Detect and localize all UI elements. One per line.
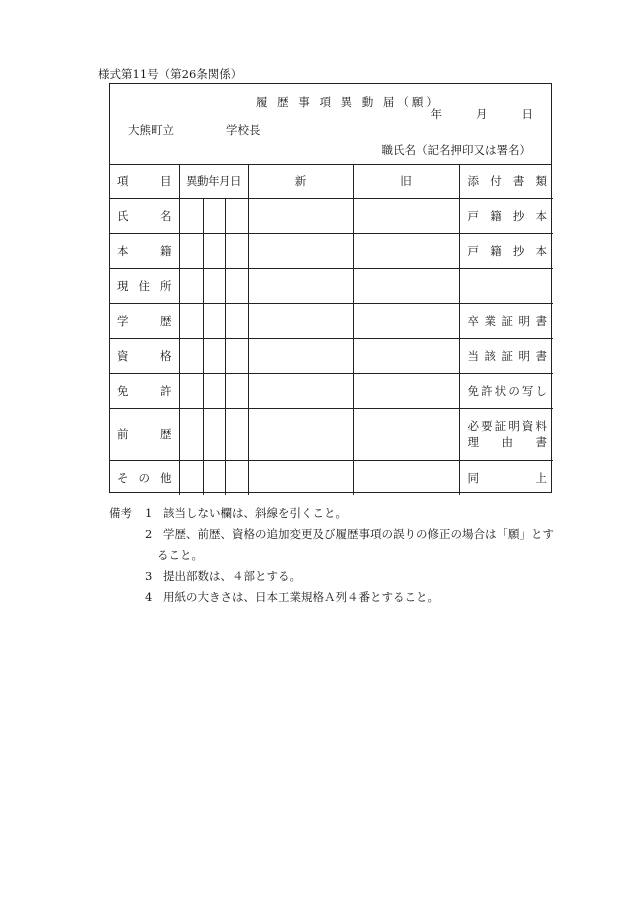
header-item-text	[117, 173, 172, 189]
header-date: 異動年月日	[179, 164, 248, 198]
doc-char: 書	[535, 313, 548, 328]
remark-item	[145, 503, 347, 524]
doc-char: 免	[467, 383, 480, 398]
old-value-cell[interactable]	[353, 233, 459, 268]
row-docs-cell	[459, 338, 553, 373]
row-docs-cell	[459, 373, 553, 408]
header-old: 旧	[353, 164, 459, 198]
row-item-char: の	[138, 470, 150, 485]
doc-char: 当	[467, 348, 480, 363]
addressee	[128, 122, 261, 138]
row-item-char: 本	[117, 243, 129, 258]
date-year-cell[interactable]	[179, 268, 203, 303]
doc-line	[468, 208, 548, 224]
row-item-char: 免	[117, 383, 129, 398]
header-docs-char: 添	[467, 173, 480, 188]
row-item-text	[117, 348, 172, 364]
row-item-char: 現	[117, 278, 129, 293]
row-item-label	[110, 303, 179, 338]
row-item-label	[110, 338, 179, 373]
row-item-text	[117, 470, 172, 486]
remark-number: 2	[145, 527, 153, 541]
row-docs-cell	[459, 198, 553, 233]
form-header	[110, 84, 551, 165]
doc-char: 明	[518, 313, 531, 328]
doc-char: 証	[501, 348, 514, 363]
doc-char: 卒	[467, 313, 480, 328]
new-value-cell[interactable]	[248, 338, 353, 373]
remarks-heading: 備考	[109, 506, 132, 520]
row-item-text	[117, 426, 172, 442]
row-item-label	[110, 373, 179, 408]
row-item-char: 格	[160, 348, 172, 363]
remark-text: 用紙の大きさは、日本工業規格Ａ列４番とすること。	[163, 590, 439, 604]
remark-item	[145, 587, 439, 608]
school-principal-label: 学校長	[226, 123, 261, 137]
header-docs-char: 付	[490, 173, 502, 188]
doc-line	[468, 243, 548, 259]
row-item-label	[110, 233, 179, 268]
date-day-cell[interactable]	[225, 373, 248, 408]
date-year-cell[interactable]	[179, 460, 203, 495]
form-title: 履 歴 事 項 異 動 届（願）	[256, 95, 441, 109]
header-docs-char: 類	[535, 173, 547, 188]
doc-char: 資	[521, 419, 534, 433]
row-item-label	[110, 408, 179, 460]
header-docs	[459, 164, 553, 198]
remark-item	[145, 524, 554, 545]
date-year-cell[interactable]	[179, 338, 203, 373]
new-value-cell[interactable]	[248, 460, 353, 495]
header-item-char: 目	[160, 173, 172, 188]
row-item-char: 学	[117, 313, 129, 328]
doc-char: し	[535, 383, 547, 398]
row-item-text	[117, 313, 172, 329]
doc-char: 抄	[512, 243, 525, 258]
doc-char: 籍	[490, 208, 502, 223]
doc-char: 証	[501, 313, 514, 328]
date-month-cell[interactable]	[203, 198, 225, 233]
date-month-cell[interactable]	[203, 408, 225, 460]
row-item-char: そ	[117, 470, 129, 485]
doc-char: 書	[535, 348, 548, 363]
table-row	[110, 268, 553, 303]
doc-char: 戸	[467, 208, 480, 223]
row-item-char: 歴	[160, 427, 172, 441]
date-day-cell[interactable]	[225, 460, 248, 495]
date-year-cell[interactable]	[179, 233, 203, 268]
row-item-char: 許	[160, 383, 172, 398]
remark-number: 1	[145, 506, 153, 520]
doc-char: 要	[481, 419, 493, 433]
table-header-row	[110, 164, 553, 198]
date-day-cell[interactable]	[225, 408, 248, 460]
remark-text: 該当しない欄は、斜線を引くこと。	[163, 506, 347, 520]
date-month-label: 月	[476, 107, 488, 121]
row-docs-cell	[459, 408, 553, 460]
header-item-char: 項	[117, 173, 129, 188]
new-value-cell[interactable]	[248, 268, 353, 303]
doc-char: 該	[484, 348, 497, 363]
old-value-cell[interactable]	[353, 198, 459, 233]
row-docs-cell	[459, 303, 553, 338]
row-item-char: 所	[160, 278, 172, 293]
doc-line	[468, 470, 548, 486]
form-frame	[109, 83, 552, 493]
new-value-cell[interactable]	[248, 198, 353, 233]
table-row	[110, 338, 553, 373]
town-name: 大熊町立	[128, 123, 174, 137]
doc-char: 必	[467, 419, 480, 433]
row-item-label	[110, 268, 179, 303]
row-item-char: 名	[160, 208, 172, 223]
date-day-label: 日	[521, 107, 533, 121]
doc-char: 抄	[512, 208, 525, 223]
remark-number: 3	[145, 569, 153, 583]
row-item-char: 歴	[160, 313, 172, 328]
remark-text-continued: ること。	[157, 548, 203, 562]
remark-text: 提出部数は、４部とする。	[163, 569, 301, 583]
date-month-cell[interactable]	[203, 373, 225, 408]
new-value-cell[interactable]	[248, 233, 353, 268]
doc-line	[468, 383, 548, 399]
row-item-text	[117, 383, 172, 399]
date-day-cell[interactable]	[225, 268, 248, 303]
new-value-cell[interactable]	[248, 408, 353, 460]
row-item-char: 籍	[160, 243, 172, 258]
row-item-char: 住	[138, 278, 150, 293]
row-item-text	[117, 278, 172, 294]
doc-line	[468, 313, 548, 329]
doc-char: 本	[535, 243, 547, 258]
remark-item	[145, 566, 301, 587]
old-value-cell[interactable]	[353, 373, 459, 408]
row-item-text	[117, 208, 172, 224]
doc-char: 本	[535, 208, 547, 223]
date-day-cell[interactable]	[225, 303, 248, 338]
date-day-cell[interactable]	[225, 338, 248, 373]
row-item-char: 資	[117, 348, 129, 363]
row-item-char: 他	[160, 470, 172, 485]
new-value-cell[interactable]	[248, 303, 353, 338]
doc-char: 写	[521, 383, 534, 398]
doc-char: 理	[467, 435, 480, 449]
table-row	[110, 460, 553, 495]
remark-text: 学歴、前歴、資格の追加変更及び履歴事項の誤りの修正の場合は「願」とす	[163, 527, 554, 541]
doc-char: 明	[518, 348, 531, 363]
old-value-cell[interactable]	[353, 338, 459, 373]
row-item-label	[110, 198, 179, 233]
old-value-cell[interactable]	[353, 303, 459, 338]
doc-char: 料	[535, 419, 547, 433]
doc-char: 証	[494, 419, 507, 433]
row-item-char: 氏	[117, 208, 129, 223]
doc-line	[468, 418, 548, 434]
doc-line	[468, 434, 548, 450]
doc-char: 由	[501, 435, 514, 449]
remark-number: 4	[145, 590, 153, 604]
row-docs-cell	[459, 268, 553, 303]
doc-char: 籍	[490, 243, 502, 258]
date-month-cell[interactable]	[203, 268, 225, 303]
form-number: 様式第11号（第26条関係）	[98, 67, 243, 81]
doc-char: 状	[494, 383, 507, 398]
header-docs-text	[468, 173, 548, 189]
date-year-cell[interactable]	[179, 303, 203, 338]
date-year-cell[interactable]	[179, 408, 203, 460]
doc-char: 同	[467, 470, 480, 485]
table-row	[110, 303, 553, 338]
new-value-cell[interactable]	[248, 373, 353, 408]
doc-line	[468, 348, 548, 364]
date-month-cell[interactable]	[203, 338, 225, 373]
doc-char: 業	[484, 313, 497, 328]
date-year-cell[interactable]	[179, 373, 203, 408]
date-month-cell[interactable]	[203, 460, 225, 495]
doc-char: 明	[508, 419, 520, 433]
doc-char: 許	[481, 383, 493, 398]
row-docs-cell	[459, 460, 553, 495]
header-item	[110, 164, 179, 198]
table-row	[110, 408, 553, 460]
applicant-name-field[interactable]: 職氏名（記名押印又は署名）	[381, 143, 531, 157]
date-month-cell[interactable]	[203, 303, 225, 338]
table-row	[110, 373, 553, 408]
table-row	[110, 198, 553, 233]
doc-char: 上	[535, 470, 548, 485]
date-field[interactable]	[431, 106, 534, 122]
header-new: 新	[248, 164, 353, 198]
date-day-cell[interactable]	[225, 198, 248, 233]
date-month-cell[interactable]	[203, 233, 225, 268]
doc-char: の	[508, 383, 520, 398]
old-value-cell[interactable]	[353, 460, 459, 495]
row-item-text	[117, 243, 172, 259]
header-docs-char: 書	[512, 173, 525, 188]
date-year-cell[interactable]	[179, 198, 203, 233]
table-row	[110, 233, 553, 268]
doc-char: 書	[535, 435, 548, 449]
doc-char: 戸	[467, 243, 480, 258]
row-item-label	[110, 460, 179, 495]
old-value-cell[interactable]	[353, 408, 459, 460]
change-table	[110, 164, 553, 495]
old-value-cell[interactable]	[353, 268, 459, 303]
date-day-cell[interactable]	[225, 233, 248, 268]
date-year-label: 年	[430, 107, 442, 121]
row-item-char: 前	[117, 427, 129, 441]
row-docs-cell	[459, 233, 553, 268]
